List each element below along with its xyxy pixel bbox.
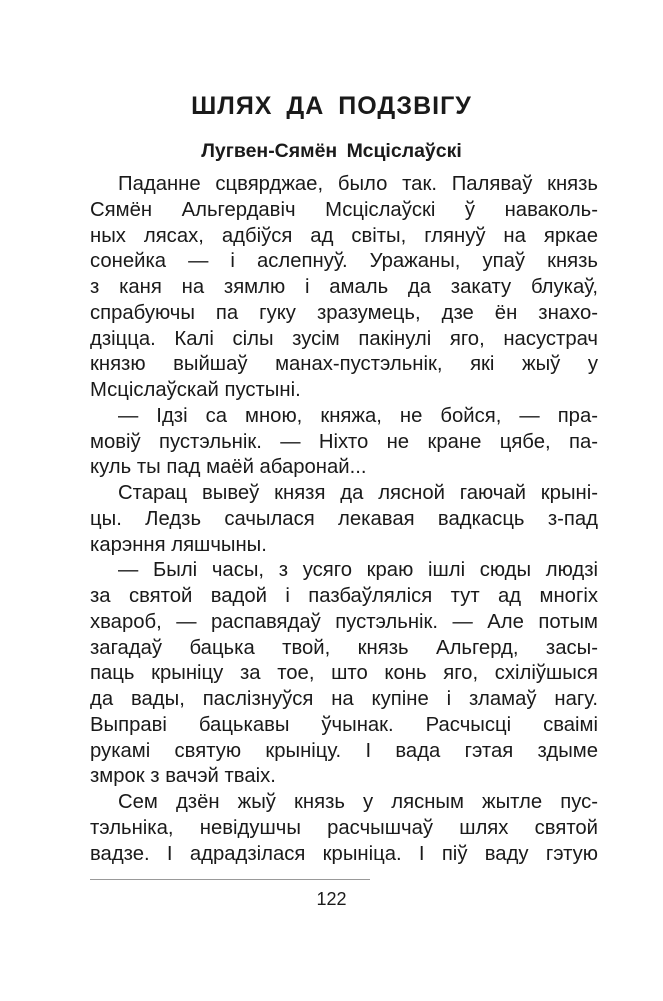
text-line: князю выйшаў манах-пустэльнік, які жыў у [90,353,598,376]
chapter-author: Лугвен-Сямён Мсціслаўскі [201,140,462,162]
chapter-title: ШЛЯХ ДА ПОДЗВІГУ [191,92,472,120]
text-line: ных лясах, адбіўся ад світы, глянуў на яркае [90,224,598,247]
text-line: Сем дзён жыў князь у лясным жытле пус- [118,791,598,813]
text-line: рукамі святую крыніцу. І вада гэтая здыме [90,739,598,762]
text-line: сонейка — і аслепнуў. Уражаны, упаў князь [90,250,598,273]
text-line: да вады, паслізнуўся на купіне і зламаў нагу. [90,688,598,710]
text-line: з каня на зямлю і амаль да закату блукаў, [90,276,598,298]
text-line: Выправі бацькавы ўчынак. Расчысці сваімі [90,713,598,736]
text-line: вадзе. І адрадзілася крыніца. І піў ваду гэтую [90,842,598,865]
text-line: хвароб, — распавядаў пустэльнік. — Але потым [90,610,598,633]
text-line: змрок з вачэй тваіх. [90,765,276,788]
text-line: — Былі часы, з усяго краю ішлі сюды людзі [118,559,598,582]
text-line: дзіцца. Калі сілы зусім пакінулі яго, насустрач [90,327,598,350]
text-line: цы. Ледзь сачылася лекавая вадкасць з-пад [90,507,598,530]
text-line: Паданне сцвярджае, было так. Паляваў князь [118,173,598,195]
text-line: карэння ляшчыны. [90,533,267,556]
text-line: — Ідзі са мною, княжа, не бойся, — пра- [118,404,598,427]
text-line: паць крыніцу за тое, што конь яго, схіліўшыся [90,662,598,685]
text-line: за святой вадой і пазбаўляліся тут ад многіх [90,585,598,607]
text-line: мовіў пустэльнік. — Ніхто не кране цябе, па- [90,430,598,453]
text-line: тэльніка, невідушчы расчышчаў шлях святой [90,816,598,839]
text-line: Мсціслаўскай пустыні. [90,379,301,401]
body-text [90,172,598,867]
text-line: Старац вывеў князя да лясной гаючай крыні- [118,482,598,504]
text-line: Сямён Альгердавіч Мсціслаўскі ў наваколь- [90,198,598,221]
text-line: спрабуючы па гуку зразумець, дзе ён знахо- [90,301,598,324]
text-line: загадаў бацька твой, князь Альгерд, засы- [90,636,598,659]
text-line: куль ты пад маёй абаронай... [90,456,367,479]
page-number: 122 [316,889,347,909]
footer-divider [90,879,370,880]
